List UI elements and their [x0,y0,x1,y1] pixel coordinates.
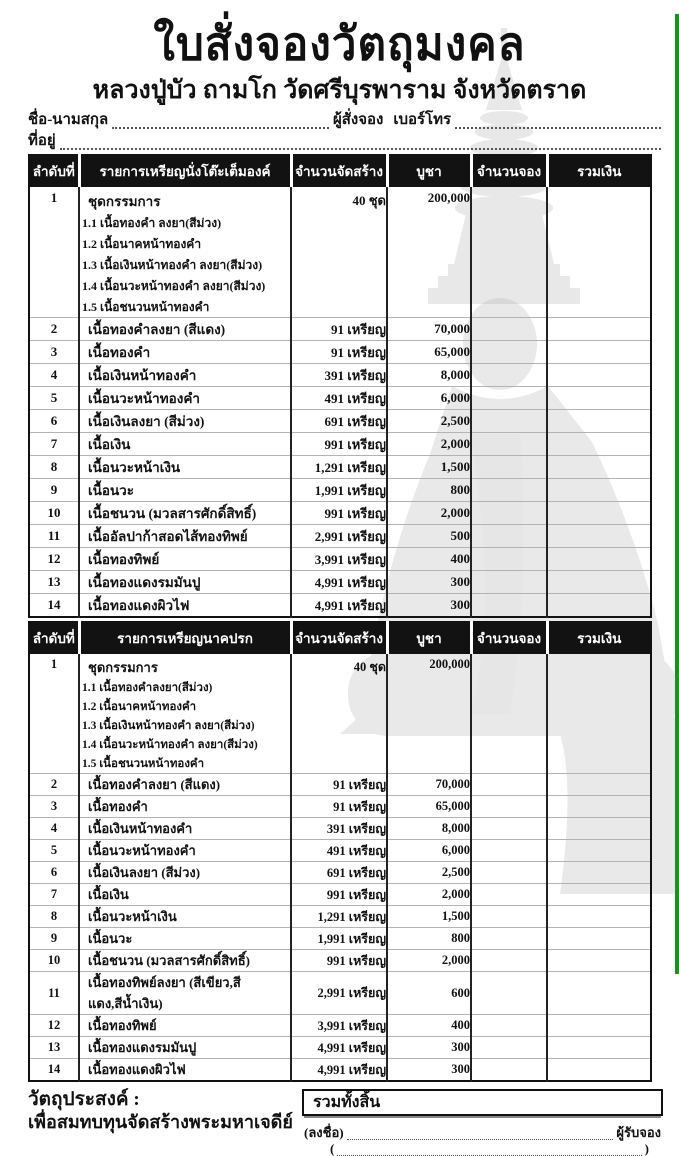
table-row [29,950,651,972]
row-reserve-quantity-cell [471,906,547,928]
table-row [29,654,651,774]
grand-total-label: รวมทั้งสิ้น [313,1094,381,1111]
row-total-cell [547,1015,651,1037]
item-name: เนื้อเงิน [88,887,129,902]
row-item [79,502,291,525]
table-row [29,840,651,862]
row-price: 70,000 [387,774,471,796]
row-total-cell [547,456,651,479]
row-item [79,796,291,818]
row-reserve-quantity-cell [471,548,547,571]
row-quantity-made: 4,991 เหรียญ [291,594,387,618]
row-total-cell [547,187,651,318]
item-name: เนื้อนวะ [88,483,135,498]
row-total-cell [547,479,651,502]
row-price: 65,000 [387,796,471,818]
item-name: เนื้อนวะหน้าเงิน [88,909,177,924]
row-reserve-quantity-cell [471,818,547,840]
row-reserve-quantity-cell [471,1059,547,1082]
table-row [29,525,651,548]
row-reserve-quantity-cell [471,654,547,774]
item-name: เนื้อนวะหน้าเงิน [88,460,181,475]
row-item [79,571,291,594]
row-total-cell [547,594,651,618]
row-price: 300 [387,1059,471,1082]
sub-item: 1.5 เนื้อชนวนหน้าทองคำ [82,300,210,314]
column-header: บูชา [387,155,471,187]
address-label: ที่อยู่ [28,133,56,149]
row-number: 9 [29,928,79,950]
row-total-cell [547,341,651,364]
item-name: เนื้อทองทิพย์ลงยา (สีเขียว,สีแดง,สีน้ำเงิน) [88,975,241,1011]
sub-item: 1.3 เนื้อเงินหน้าทองคำ ลงยา(สีม่วง) [82,720,255,732]
row-reserve-quantity-cell [471,862,547,884]
row-price: 300 [387,1037,471,1059]
row-total-cell [547,818,651,840]
table-row [29,187,651,318]
row-total-cell [547,571,651,594]
table-row [29,410,651,433]
row-number: 10 [29,502,79,525]
column-header: จำนวนจอง [471,155,547,187]
row-quantity-made: 391 เหรียญ [291,818,387,840]
row-item [79,479,291,502]
table-row [29,818,651,840]
row-item [79,548,291,571]
order-table-1 [28,154,652,618]
row-total-cell [547,928,651,950]
row-reserve-quantity-cell [471,594,547,618]
row-reserve-quantity-cell [471,884,547,906]
table-row [29,906,651,928]
item-name: เนื้อทองแดงผิวไฟ [88,598,190,613]
row-quantity-made: 1,291 เหรียญ [291,906,387,928]
name-label: ชื่อ-นามสกุล [28,112,109,128]
row-number: 13 [29,1037,79,1059]
table-row [29,571,651,594]
item-name: เนื้ออัลปาก้าสอดไส้ทองทิพย์ [88,529,248,544]
row-reserve-quantity-cell [471,479,547,502]
row-item [79,950,291,972]
signature-name-line [328,1141,651,1156]
row-number: 4 [29,818,79,840]
row-quantity-made: 991 เหรียญ [291,502,387,525]
row-quantity-made: 991 เหรียญ [291,950,387,972]
signature-line [302,1125,663,1140]
row-reserve-quantity-cell [471,341,547,364]
sub-item: 1.4 เนื้อนวะหน้าทองคำ ลงยา(สีม่วง) [82,739,258,751]
address-line [28,131,665,150]
row-item [79,862,291,884]
row-number: 5 [29,840,79,862]
column-header: ลำดับที่ [29,622,79,654]
phone-label: เบอร์โทร [393,112,452,128]
row-number: 10 [29,950,79,972]
row-number: 1 [50,190,58,205]
row-quantity-made: 91 เหรียญ [291,796,387,818]
orderer-label: ผู้สั่งจอง [332,112,384,128]
row-item [79,654,291,774]
row-item [79,341,291,364]
row-price: 8,000 [387,818,471,840]
column-header: รายการเหรียญนั่งโต๊ะเต็มองค์ [79,155,291,187]
table-row [29,456,651,479]
row-item [79,840,291,862]
row-quantity-made: 40 ชุด [291,654,387,774]
row-quantity-made: 1,291 เหรียญ [291,456,387,479]
row-total-cell [547,884,651,906]
row-reserve-quantity-cell [471,774,547,796]
paren-open: ( [330,1141,335,1156]
sub-item: 1.5 เนื้อชนวนหน้าทองคำ [82,758,205,770]
row-item [79,884,291,906]
row-number: 7 [29,433,79,456]
row-price: 65,000 [387,341,471,364]
row-total-cell [547,433,651,456]
row-quantity-made: 2,991 เหรียญ [291,972,387,1015]
row-total-cell [547,906,651,928]
item-name: เนื้อทองแดงรมมันปู [88,575,201,590]
row-quantity-made: 3,991 เหรียญ [291,548,387,571]
row-quantity-made: 991 เหรียญ [291,884,387,906]
table-header-row [29,622,651,654]
row-item [79,433,291,456]
table-row [29,796,651,818]
item-name: เนื้อทองคำ [88,345,151,360]
row-quantity-made: 91 เหรียญ [291,341,387,364]
row-total-cell [547,502,651,525]
row-number: 8 [29,906,79,928]
row-quantity-made: 691 เหรียญ [291,862,387,884]
row-item [79,1059,291,1082]
row-item [79,906,291,928]
item-name: เนื้อทองทิพย์ [88,1018,157,1033]
row-price: 300 [387,594,471,618]
column-header: รายการเหรียญนาคปรก [79,622,291,654]
row-quantity-made: 40 ชุด [291,187,387,318]
row-item [79,410,291,433]
row-number: 12 [29,1015,79,1037]
row-total-cell [547,972,651,1015]
item-name: ชุดกรรมการ [88,194,161,209]
row-quantity-made: 4,991 เหรียญ [291,1059,387,1082]
table-row [29,479,651,502]
table-row [29,972,651,1015]
item-name: เนื้อเงินหน้าทองคำ [88,368,197,383]
table-header-row [29,155,651,187]
column-header: รวมเงิน [547,155,651,187]
row-number: 2 [29,774,79,796]
row-total-cell [547,774,651,796]
table-row [29,433,651,456]
item-name: เนื้อทองคำ [88,799,148,814]
row-item [79,364,291,387]
column-header: รวมเงิน [547,622,651,654]
row-price: 800 [387,928,471,950]
row-number: 6 [29,410,79,433]
row-item [79,525,291,548]
order-form-page [0,14,679,1156]
row-price: 8,000 [387,364,471,387]
row-reserve-quantity-cell [471,796,547,818]
row-item [79,774,291,796]
signature-dotted-line [347,1130,614,1140]
row-quantity-made: 491 เหรียญ [291,840,387,862]
table-row [29,774,651,796]
order-table-2 [28,621,652,1082]
table-row [29,1059,651,1082]
row-total-cell [547,796,651,818]
row-number: 6 [29,862,79,884]
row-item [79,387,291,410]
row-item [79,1015,291,1037]
row-number: 2 [29,318,79,341]
row-price: 2,000 [387,950,471,972]
row-reserve-quantity-cell [471,1015,547,1037]
row-price: 600 [387,972,471,1015]
row-quantity-made: 991 เหรียญ [291,433,387,456]
row-total-cell [547,364,651,387]
row-quantity-made: 691 เหรียญ [291,410,387,433]
column-header: จำนวนจัดสร้าง [291,622,387,654]
row-price: 2,000 [387,884,471,906]
row-total-cell [547,950,651,972]
table-row [29,1037,651,1059]
address-dotted-line [60,136,661,150]
row-price: 2,500 [387,410,471,433]
row-total-cell [547,840,651,862]
row-reserve-quantity-cell [471,972,547,1015]
purpose-text: เพื่อสมทบทุนจัดสร้างพระมหาเจดีย์ [28,1112,293,1132]
item-name: เนื้อทองแดงรมมันปู [88,1040,197,1055]
footer [28,1089,663,1156]
row-reserve-quantity-cell [471,1037,547,1059]
row-quantity-made: 91 เหรียญ [291,318,387,341]
item-name: เนื้อทองแดงผิวไฟ [88,1062,186,1077]
row-item [79,1037,291,1059]
sub-item: 1.4 เนื้อนวะหน้าทองคำ ลงยา(สีม่วง) [82,279,266,293]
column-header: จำนวนจัดสร้าง [291,155,387,187]
row-reserve-quantity-cell [471,187,547,318]
page-title: ใบสั่งจองวัตถุมงคล [153,18,526,71]
row-number: 5 [29,387,79,410]
item-name: เนื้อเงินลงยา (สีม่วง) [88,865,201,880]
row-number: 8 [29,456,79,479]
column-header: บูชา [387,622,471,654]
row-price: 300 [387,571,471,594]
row-number: 13 [29,571,79,594]
row-quantity-made: 3,991 เหรียญ [291,1015,387,1037]
item-name: เนื้อชนวน (มวลสารศักดิ์สิทธิ์) [88,953,250,968]
item-name: เนื้อชนวน (มวลสารศักดิ์สิทธิ์) [88,506,257,521]
signature-name-dotted-line [337,1146,641,1156]
sub-item: 1.2 เนื้อนาคหน้าทองคำ [82,701,197,713]
row-total-cell [547,1059,651,1082]
row-number: 7 [29,884,79,906]
item-name: เนื้อเงินลงยา (สีม่วง) [88,414,205,429]
sub-item: 1.1 เนื้อทองคำ ลงยา(สีม่วง) [82,216,222,230]
row-number: 4 [29,364,79,387]
page-subtitle: หลวงปู่บัว ถามโก วัดศรีบุรพาราม จังหวัดตราด [92,77,587,104]
row-number: 9 [29,479,79,502]
row-item [79,818,291,840]
row-quantity-made: 1,991 เหรียญ [291,928,387,950]
purpose-block [28,1089,302,1156]
phone-dotted-line [455,115,661,129]
table-row [29,502,651,525]
item-name: เนื้อนวะหน้าทองคำ [88,843,196,858]
table-row [29,341,651,364]
row-number: 11 [29,972,79,1015]
row-reserve-quantity-cell [471,502,547,525]
row-quantity-made: 2,991 เหรียญ [291,525,387,548]
row-reserve-quantity-cell [471,364,547,387]
row-price: 1,500 [387,456,471,479]
row-total-cell [547,862,651,884]
table-row [29,318,651,341]
table-row [29,884,651,906]
row-number: 1 [50,657,58,671]
row-reserve-quantity-cell [471,840,547,862]
table-row [29,594,651,618]
row-number: 3 [29,796,79,818]
row-quantity-made: 491 เหรียญ [291,387,387,410]
row-price: 70,000 [387,318,471,341]
name-line [28,110,665,129]
name-dotted-line [112,115,329,129]
row-total-cell [547,318,651,341]
row-reserve-quantity-cell [471,433,547,456]
row-total-cell [547,548,651,571]
row-number: 3 [29,341,79,364]
row-item [79,972,291,1015]
row-quantity-made: 91 เหรียญ [291,774,387,796]
row-reserve-quantity-cell [471,928,547,950]
item-name: เนื้อทองคำลงยา (สีแดง) [88,777,221,792]
row-total-cell [547,387,651,410]
row-price: 2,000 [387,502,471,525]
row-total-cell [547,654,651,774]
item-name: เนื้อเงิน [88,437,131,452]
table-row [29,364,651,387]
row-reserve-quantity-cell [471,950,547,972]
grand-total-box [302,1089,663,1116]
paren-close: ) [644,1141,649,1156]
sub-item: 1.2 เนื้อนาคหน้าทองคำ [82,237,202,251]
row-reserve-quantity-cell [471,571,547,594]
row-price: 200,000 [387,187,471,318]
row-price: 6,000 [387,840,471,862]
item-name: เนื้อทองทิพย์ [88,552,160,567]
row-reserve-quantity-cell [471,525,547,548]
table-row [29,548,651,571]
sub-item: 1.1 เนื้อทองคำลงยา(สีม่วง) [82,682,213,694]
row-quantity-made: 1,991 เหรียญ [291,479,387,502]
row-item [79,318,291,341]
row-item [79,187,291,318]
row-quantity-made: 4,991 เหรียญ [291,571,387,594]
totals-block [302,1089,663,1156]
table-row [29,387,651,410]
table-row [29,928,651,950]
row-item [79,456,291,479]
item-name: เนื้อนวะ [88,931,133,946]
row-total-cell [547,525,651,548]
sign-suffix: ผู้รับจอง [616,1125,661,1140]
row-price: 2,500 [387,862,471,884]
row-reserve-quantity-cell [471,410,547,433]
row-number: 12 [29,548,79,571]
row-number: 14 [29,594,79,618]
item-name: เนื้อนวะหน้าทองคำ [88,391,200,406]
table-row [29,862,651,884]
row-quantity-made: 4,991 เหรียญ [291,1037,387,1059]
column-header: ลำดับที่ [29,155,79,187]
row-reserve-quantity-cell [471,318,547,341]
row-reserve-quantity-cell [471,456,547,479]
row-item [79,928,291,950]
table-row [29,1015,651,1037]
column-header: จำนวนจอง [471,622,547,654]
row-item [79,594,291,618]
item-name: เนื้อเงินหน้าทองคำ [88,821,193,836]
scan-edge-stripe [675,14,679,974]
row-number: 11 [29,525,79,548]
row-price: 400 [387,1015,471,1037]
row-price: 200,000 [387,654,471,774]
row-quantity-made: 391 เหรียญ [291,364,387,387]
purpose-label: วัตถุประสงค์ : [28,1089,140,1110]
sub-item: 1.3 เนื้อเงินหน้าทองคำ ลงยา(สีม่วง) [82,258,263,272]
row-total-cell [547,410,651,433]
row-total-cell [547,1037,651,1059]
row-price: 800 [387,479,471,502]
row-price: 1,500 [387,906,471,928]
row-price: 2,000 [387,433,471,456]
sign-label: (ลงชื่อ) [304,1125,344,1140]
item-name: ชุดกรรมการ [88,660,158,675]
row-reserve-quantity-cell [471,387,547,410]
item-name: เนื้อทองคำลงยา (สีแดง) [88,322,226,337]
row-number: 14 [29,1059,79,1082]
row-price: 400 [387,548,471,571]
row-price: 6,000 [387,387,471,410]
row-price: 500 [387,525,471,548]
